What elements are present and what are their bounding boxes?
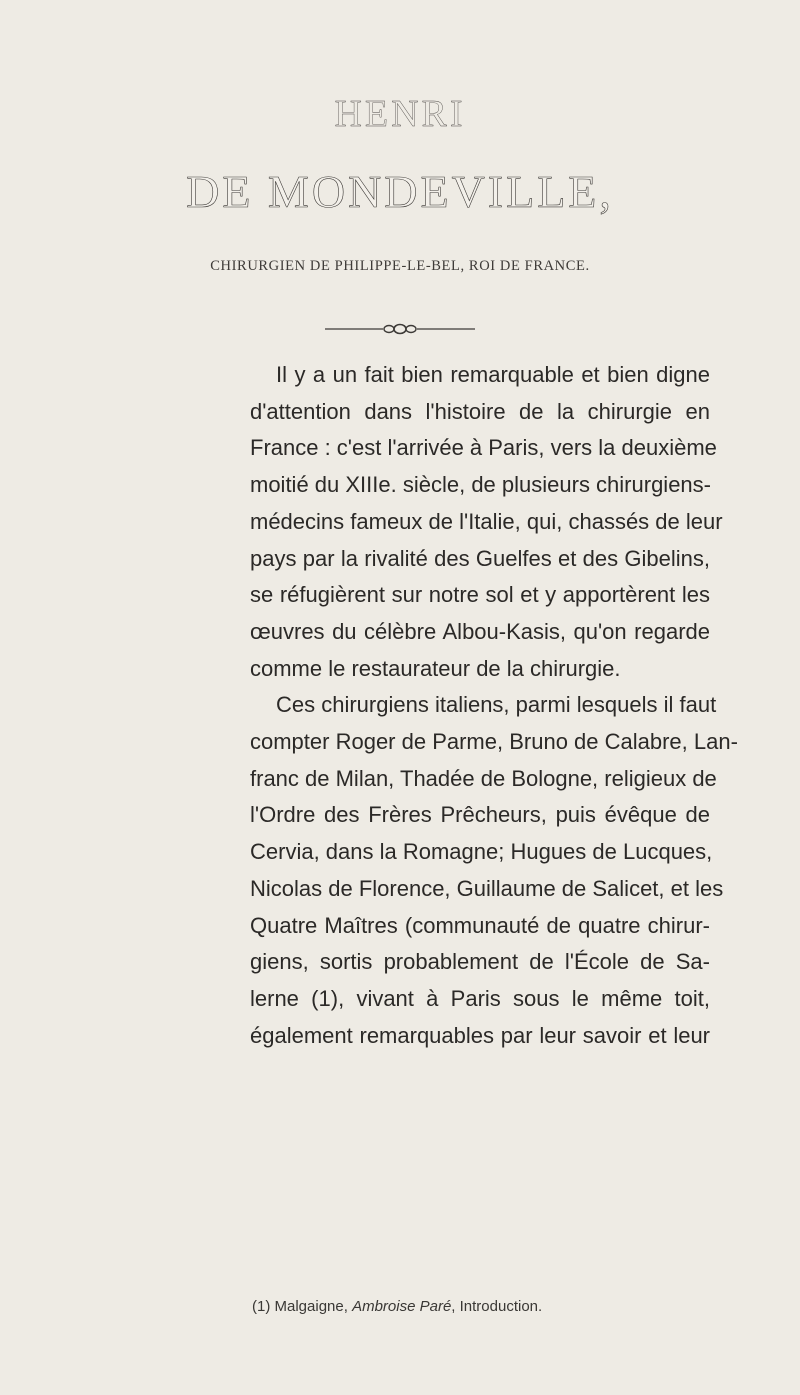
subtitle-chirurgien: CHIRURGIEN DE PHILIPPE-LE-BEL, ROI DE FRANCE.: [210, 258, 590, 274]
text-line: France : c'est l'arrivée à Paris, vers la deuxième: [250, 435, 717, 461]
text-line: également remarquables par leur savoir et leur: [250, 1022, 710, 1048]
text-line: giens, sortis probablement de l'École de Sa-: [250, 949, 710, 975]
text-line: moitié du XIIIe. siècle, de plusieurs chirurgiens-: [250, 472, 711, 498]
text-line: Nicolas de Florence, Guillaume de Salicet, et les: [250, 875, 724, 901]
text-line: d'attention dans l'histoire de la chirurgie en: [250, 398, 710, 424]
text-line: Ces chirurgiens italiens, parmi lesquels il faut: [276, 692, 717, 718]
text-line: l'Ordre des Frères Prêcheurs, puis évêque de: [250, 802, 710, 828]
text-line: Il y a un fait bien remarquable et bien digne: [276, 362, 710, 387]
text-line: médecins fameux de l'Italie, qui, chassés de leur: [250, 508, 723, 534]
text-line: se réfugièrent sur notre sol et y apportèrent les: [250, 582, 710, 608]
footnote-rest: , Introduction.: [451, 1298, 543, 1315]
title-de-mondeville: DE MONDEVILLE,: [186, 166, 614, 217]
footnote-author: Malgaigne,: [274, 1298, 348, 1315]
text-line: Cervia, dans la Romagne; Hugues de Lucques,: [250, 839, 713, 865]
body-paragraphs: [250, 357, 738, 1054]
ornament-divider-icon: [325, 323, 475, 335]
footnote-work: Ambroise Paré: [352, 1298, 452, 1315]
text-line: comme le restaurateur de la chirurgie.: [250, 655, 621, 681]
footnote: [252, 1298, 712, 1315]
text-line: pays par la rivalité des Guelfes et des Gibelins,: [250, 545, 710, 571]
title-henri: HENRI: [334, 93, 466, 135]
text-line: franc de Milan, Thadée de Bologne, religieux de: [250, 765, 717, 791]
footnote-marker: (1): [252, 1298, 271, 1315]
text-line: lerne (1), vivant à Paris sous le même toit,: [250, 985, 710, 1011]
text-line: œuvres du célèbre Albou-Kasis, qu'on regarde: [250, 618, 710, 644]
text-line: Quatre Maîtres (communauté de quatre chirur-: [250, 912, 710, 938]
text-line: compter Roger de Parme, Bruno de Calabre, Lan-: [250, 729, 738, 755]
